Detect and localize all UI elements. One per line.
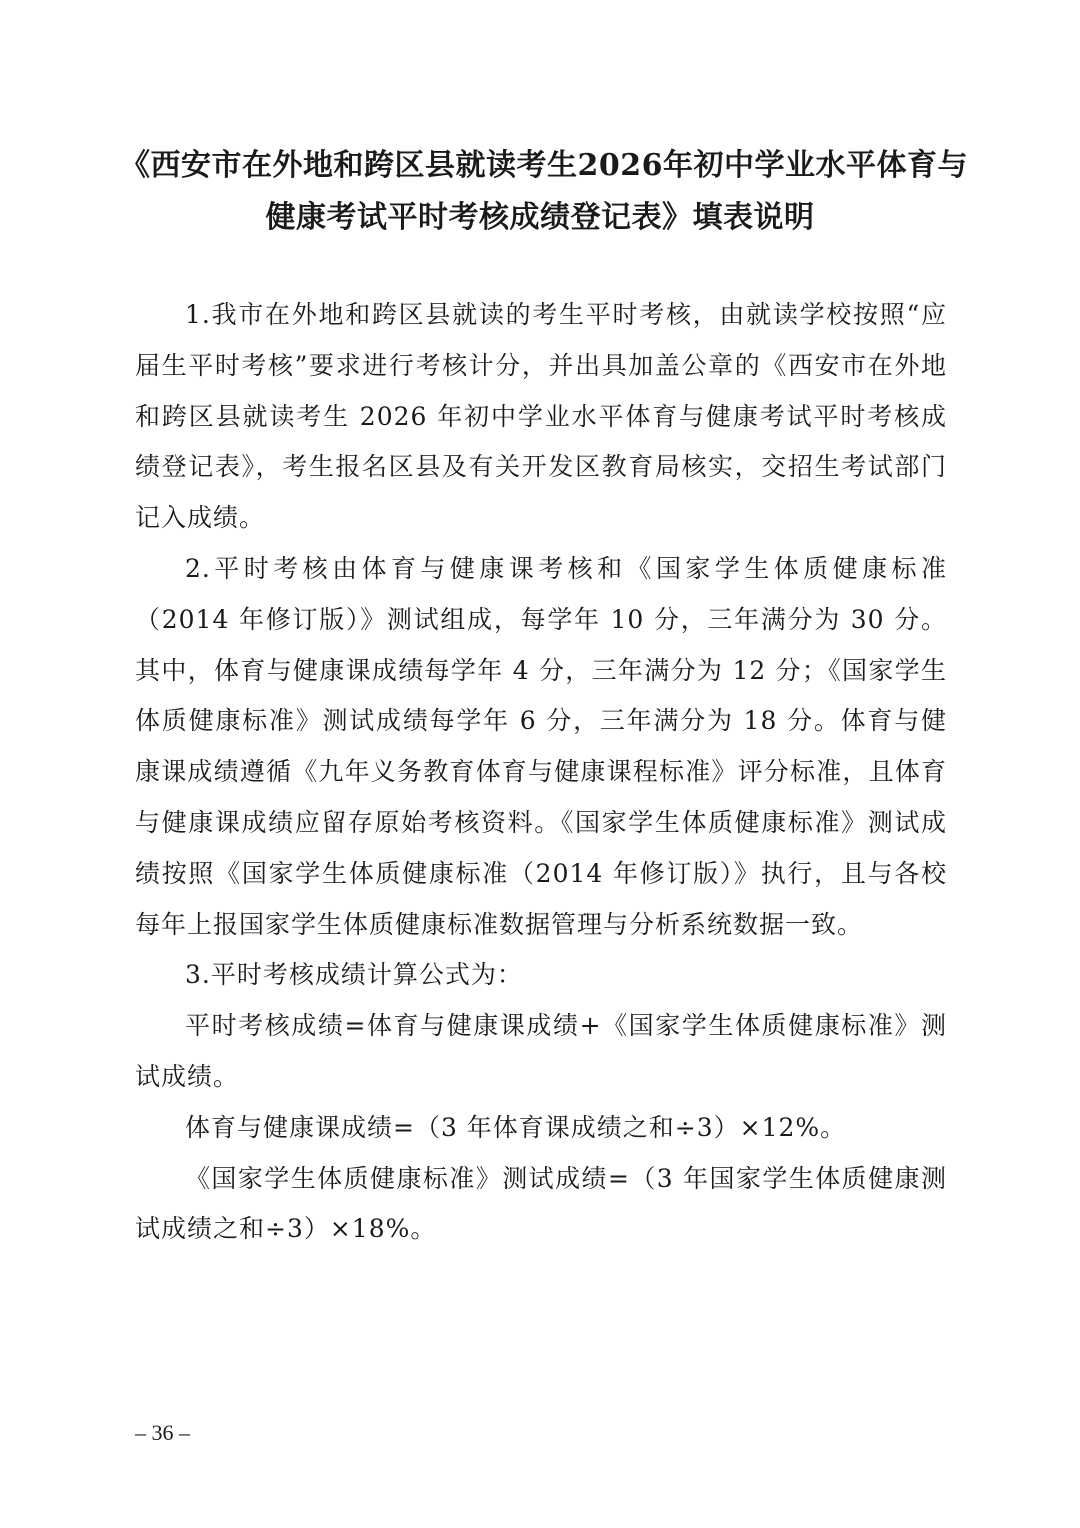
document-body <box>135 290 947 1255</box>
formula-fitness-test: 《国家学生体质健康标准》测试成绩=（3 年国家学生体质健康测试成绩之和÷3）×18%。 <box>135 1163 947 1244</box>
formula-pe-course: 体育与健康课成绩=（3 年体育课成绩之和÷3）×12%。 <box>185 1112 847 1142</box>
formula-total: 平时考核成绩=体育与健康课成绩+《国家学生体质健康标准》测试成绩。 <box>135 1011 947 1091</box>
paragraph-3: 3.平时考核成绩计算公式为： <box>185 960 523 990</box>
paragraph-1: 1.我市在外地和跨区县就读的考生平时考核，由就读学校按照“应届生平时考核”要求进行考核计分，并出具加盖公章的《西安市在外地和跨区县就读考生 2026 年初中学业水平体育与健康考试平时考核成绩登记表》，考生报名区县及有关开发区教育局核实，交招生考试部门记入成绩。 <box>135 300 947 533</box>
page-number: – 36 – <box>135 1420 190 1445</box>
title-line-2: 健康考试平时考核成绩登记表》填表说明 <box>265 200 815 235</box>
title-line-1: 《西安市在外地和跨区县就读考生2026年初中学业水平体育与 <box>120 148 968 183</box>
document-title <box>120 140 968 244</box>
paragraph-2: 2.平时考核由体育与健康课考核和《国家学生体质健康标准（2014 年修订版）》测试组成，每学年 10 分，三年满分为 30 分。其中，体育与健康课成绩每学年 4 分，三年满分为 12 分；《国家学生体质健康标准》测试成绩每学年 6 分，三年满分为 18 分。体育与健康课成绩遵循《九年义务教育体育与健康课程标准》评分标准，且体育与健康课成绩应留存原始考核资料。《国家学生体质健康标准》测试成绩按照《国家学生体质健康标准（2014 年修订版）》执行，且与各校每年上报国家学生体质健康标准数据管理与分析系统数据一致。 <box>135 553 947 939</box>
